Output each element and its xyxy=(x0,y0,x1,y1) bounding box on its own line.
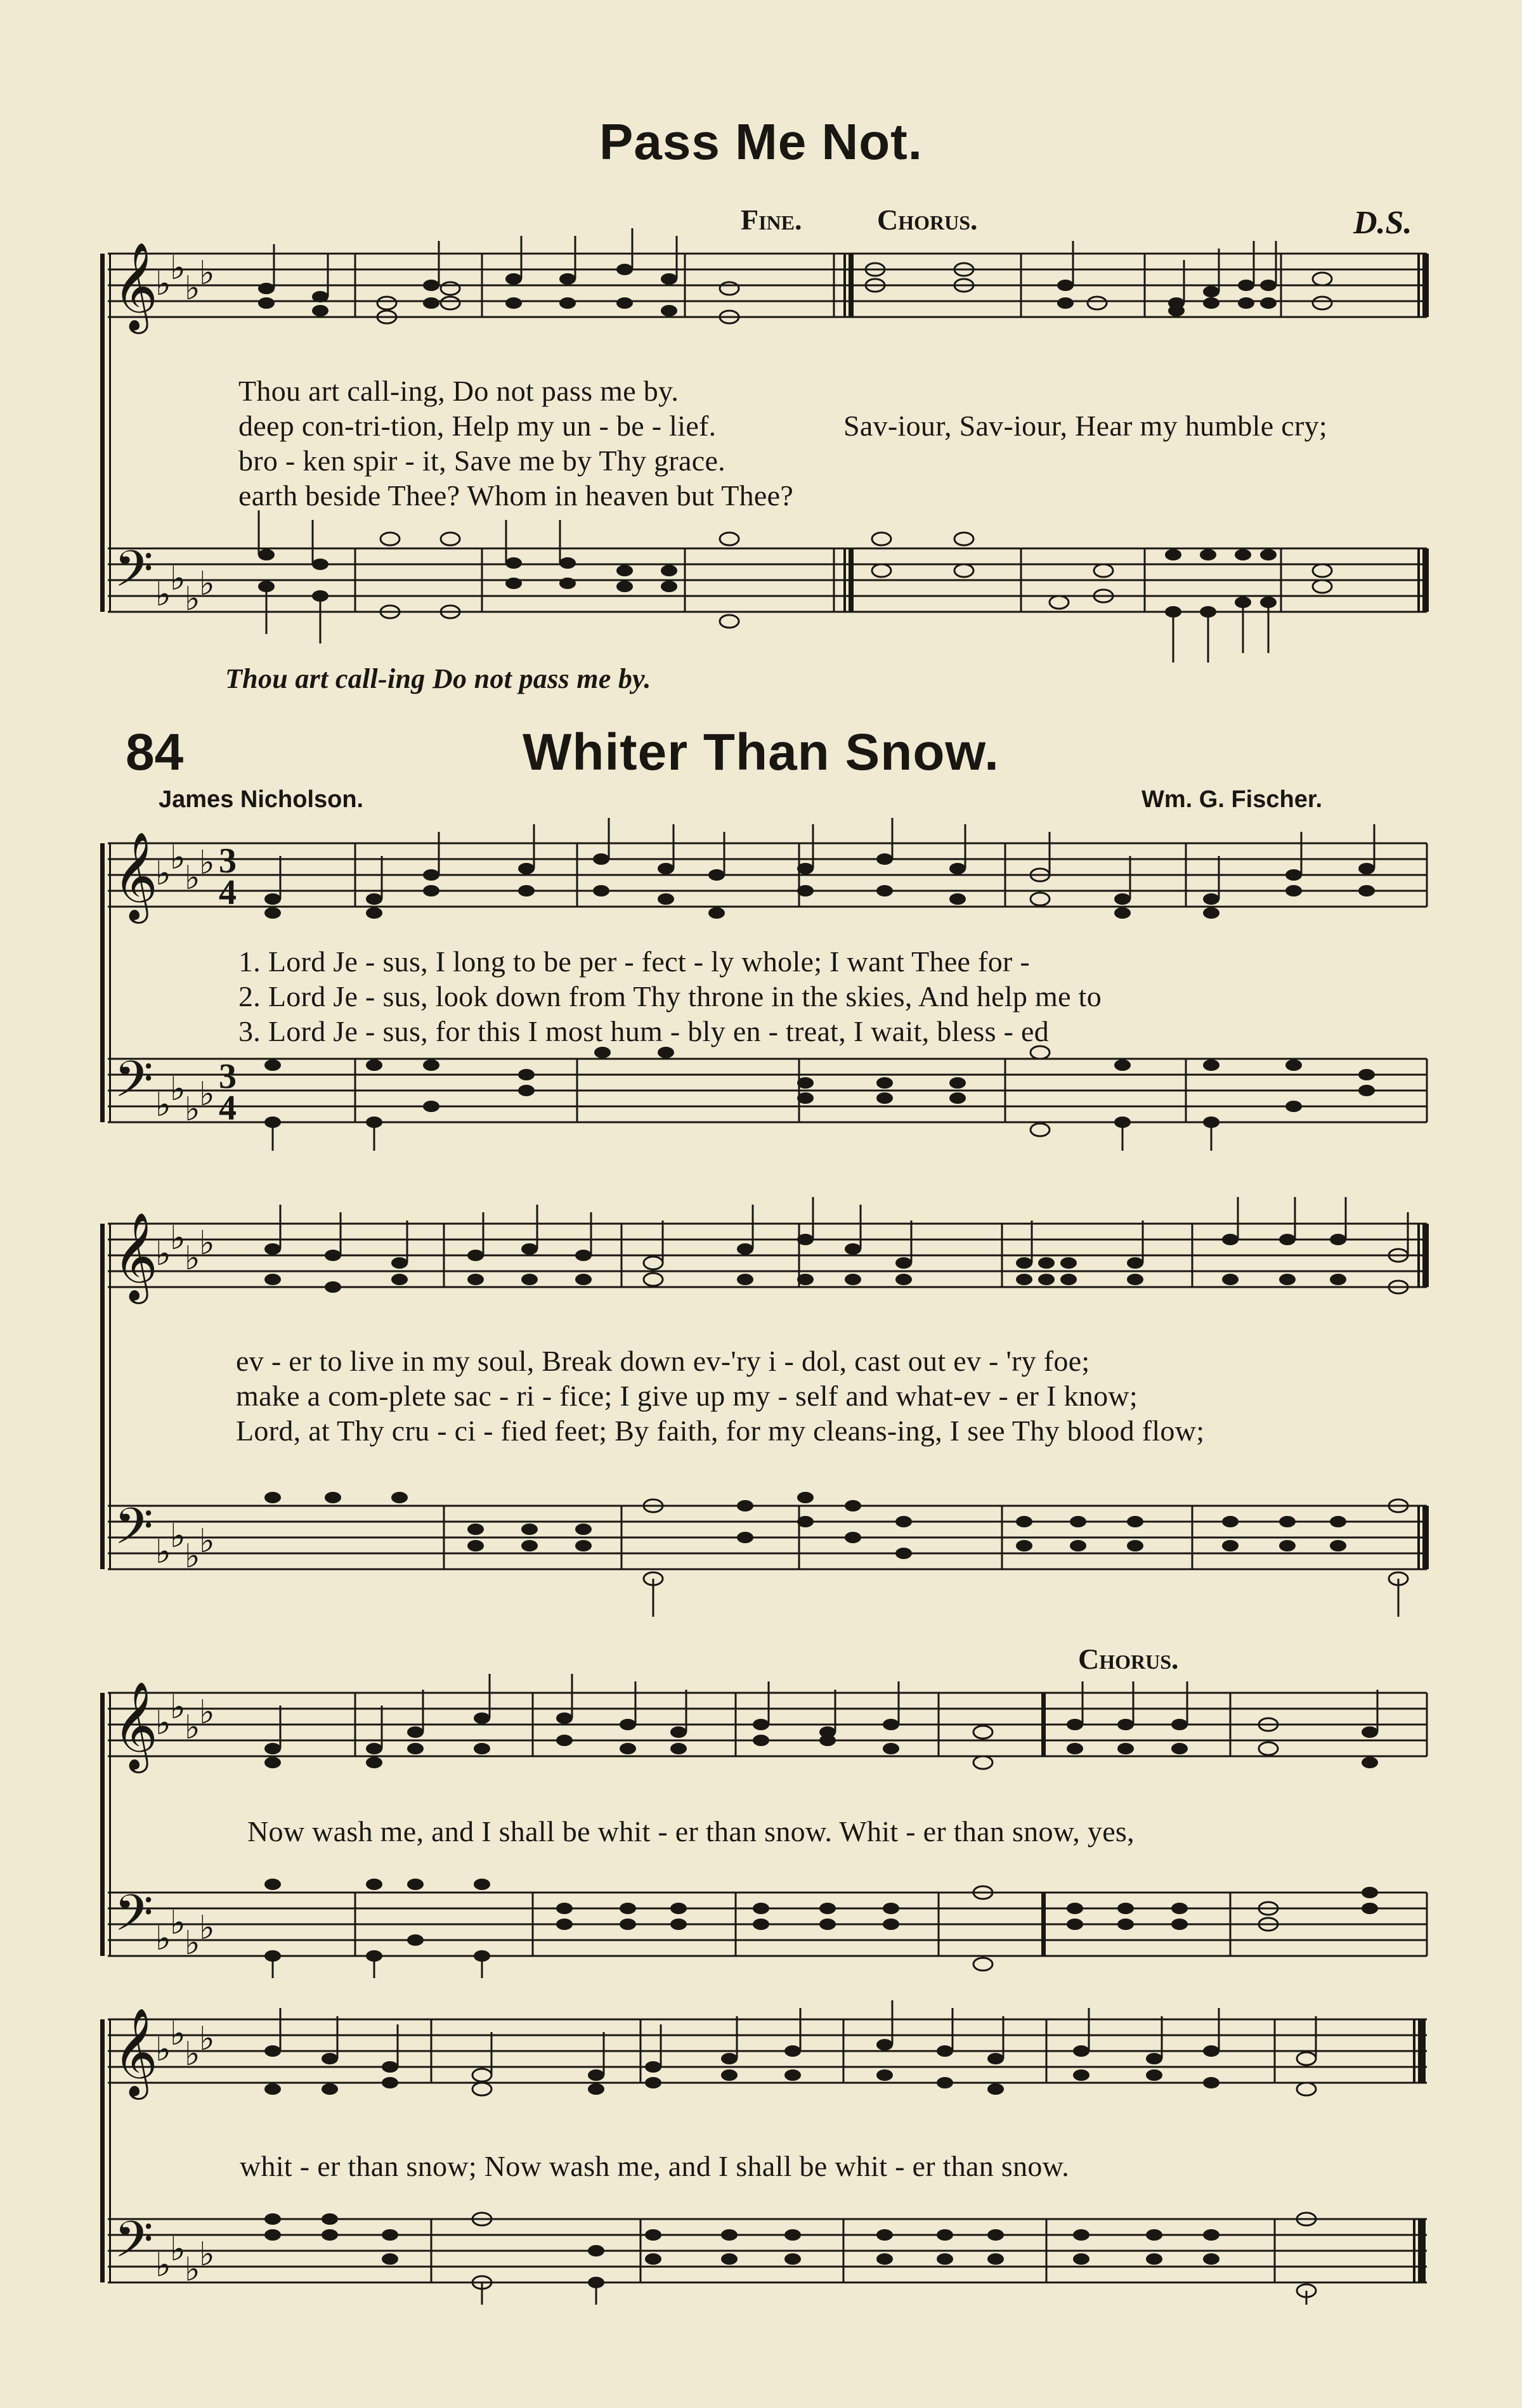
svg-text:♭: ♭ xyxy=(185,269,200,307)
hymn2-chorus-line-1: Now wash me, and I shall be whit - er than snow. Whit - er than snow, yes, xyxy=(247,1815,1135,1848)
hymn1-verse-line-2: deep con-tri-tion, Help my un - be - lief. xyxy=(238,410,717,442)
svg-text:♭: ♭ xyxy=(170,1070,186,1108)
hymn-title-whiter-than-snow: Whiter Than Snow. xyxy=(523,723,999,781)
svg-text:♭: ♭ xyxy=(185,859,200,897)
svg-text:♭: ♭ xyxy=(199,1075,215,1113)
hymn2-stanza3-line-b: Lord, at Thy cru - ci - fied feet; By faith, for my cleans-ing, I see Thy blood flow; xyxy=(236,1414,1205,1447)
hymn2-stanza2-line-a: 2. Lord Je - sus, look down from Thy throne in the skies, And help me to xyxy=(238,980,1102,1013)
svg-text:♭: ♭ xyxy=(199,2236,215,2274)
time-signature-bottom: 4 xyxy=(219,873,237,912)
hymn2-chorus-marking: Chorus. xyxy=(1078,1643,1179,1675)
svg-text:♭: ♭ xyxy=(155,1533,171,1571)
svg-text:♭: ♭ xyxy=(185,1240,200,1278)
svg-text:♭: ♭ xyxy=(155,855,171,893)
svg-text:♭: ♭ xyxy=(170,249,186,287)
svg-text:♭: ♭ xyxy=(170,1688,186,1726)
svg-text:♭: ♭ xyxy=(155,1704,171,1742)
hymn1-chorus-line: Sav-iour, Sav-iour, Hear my humble cry; xyxy=(843,410,1327,442)
hymn-number: 84 xyxy=(126,723,184,781)
svg-text:♭: ♭ xyxy=(170,560,186,598)
time-signature-top: 3 xyxy=(219,841,237,881)
svg-text:♭: ♭ xyxy=(155,576,171,614)
svg-text:♭: ♭ xyxy=(155,1086,171,1124)
svg-text:♭: ♭ xyxy=(185,1709,200,1747)
svg-text:♭: ♭ xyxy=(199,254,215,292)
svg-text:♭: ♭ xyxy=(170,839,186,877)
svg-text:♭: ♭ xyxy=(185,580,200,618)
svg-text:♭: ♭ xyxy=(185,1537,200,1576)
svg-text:♭: ♭ xyxy=(199,2020,215,2058)
svg-text:♭: ♭ xyxy=(185,1924,200,1962)
svg-text:♭: ♭ xyxy=(155,1235,171,1273)
svg-text:♭: ♭ xyxy=(185,1091,200,1129)
svg-text:𝄞: 𝄞 xyxy=(113,242,158,330)
svg-text:♭: ♭ xyxy=(199,1224,215,1262)
svg-text:♭: ♭ xyxy=(170,1904,186,1942)
svg-text:𝄞: 𝄞 xyxy=(113,2008,158,2096)
svg-text:𝄢: 𝄢 xyxy=(114,2210,153,2281)
svg-text:𝄢: 𝄢 xyxy=(114,1884,153,1955)
svg-text:𝄞: 𝄞 xyxy=(113,1212,158,1300)
svg-text:♭: ♭ xyxy=(170,2015,186,2053)
svg-text:♭: ♭ xyxy=(199,1909,215,1947)
svg-text:♭: ♭ xyxy=(199,1693,215,1732)
hymn1-verse-line-1: Thou art call-ing, Do not pass me by. xyxy=(238,375,679,407)
svg-text:𝄢: 𝄢 xyxy=(114,540,153,611)
chorus-marking: Chorus. xyxy=(877,204,978,236)
svg-text:♭: ♭ xyxy=(155,2031,171,2069)
fine-marking: Fine. xyxy=(741,204,802,236)
svg-text:♭: ♭ xyxy=(155,2246,171,2284)
svg-text:𝄞: 𝄞 xyxy=(113,1681,158,1770)
hymn2-stanza1-line-b: ev - er to live in my soul, Break down ev-'ry i - dol, cast out ev - 'ry foe; xyxy=(236,1345,1090,1377)
time-signature-top-bass: 3 xyxy=(219,1057,237,1096)
svg-text:𝄢: 𝄢 xyxy=(114,1050,153,1121)
svg-text:♭: ♭ xyxy=(199,844,215,882)
hymn-composer: Wm. G. Fischer. xyxy=(1142,786,1323,813)
svg-text:𝄞: 𝄞 xyxy=(113,832,158,920)
hymn1-verse-line-4: earth beside Thee? Whom in heaven but Thee? xyxy=(238,479,794,512)
svg-text:♭: ♭ xyxy=(199,565,215,603)
hymn2-stanza3-line-a: 3. Lord Je - sus, for this I most hum - bly en - treat, I wait, bless - ed xyxy=(238,1015,1050,1047)
hymn2-stanza2-line-b: make a com-plete sac - ri - fice; I give up my - self and what-ev - er I know; xyxy=(236,1380,1138,1412)
time-signature-bottom-bass: 4 xyxy=(219,1089,237,1128)
hymn2-stanza1-line-a: 1. Lord Je - sus, I long to be per - fect - ly whole; I want Thee for - xyxy=(238,945,1031,978)
ds-marking: D.S. xyxy=(1353,205,1412,241)
hymn-author: James Nicholson. xyxy=(159,786,364,813)
svg-text:♭: ♭ xyxy=(199,1522,215,1560)
svg-text:♭: ♭ xyxy=(170,1517,186,1555)
svg-text:♭: ♭ xyxy=(185,2251,200,2289)
hymn1-bass-echo-text: Thou art call-ing Do not pass me by. xyxy=(225,663,651,694)
svg-text:♭: ♭ xyxy=(170,2230,186,2269)
hymn2-chorus-line-2: whit - er than snow; Now wash me, and I shall be whit - er than snow. xyxy=(240,2150,1070,2182)
svg-text:𝄢: 𝄢 xyxy=(114,1497,153,1568)
svg-text:♭: ♭ xyxy=(155,1920,171,1958)
svg-text:♭: ♭ xyxy=(185,2035,200,2073)
hymn-title-pass-me-not: Pass Me Not. xyxy=(599,113,923,170)
svg-text:♭: ♭ xyxy=(155,265,171,303)
svg-text:♭: ♭ xyxy=(170,1219,186,1257)
hymn1-verse-line-3: bro - ken spir - it, Save me by Thy grace. xyxy=(238,444,725,477)
